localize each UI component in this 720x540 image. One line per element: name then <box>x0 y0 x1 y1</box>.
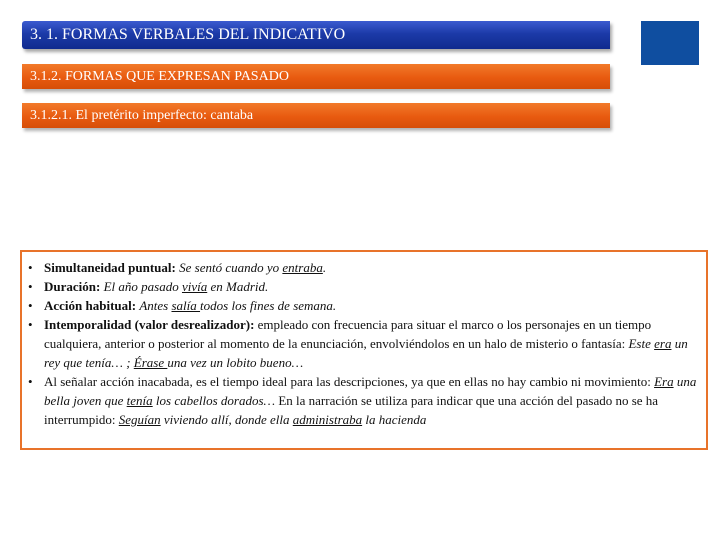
verb-highlight: vivía <box>181 279 208 294</box>
verb-highlight: Érase <box>133 355 168 370</box>
list-item-descripcion <box>26 372 706 429</box>
list-item-habitual <box>26 296 706 315</box>
description: En la narración se utiliza para indicar que una acción del pasado no se ha interrumpido: <box>44 393 659 427</box>
verb-highlight: Seguían <box>118 412 161 427</box>
example: Se sentó cuando yo entraba. <box>179 260 327 275</box>
list-item-duracion <box>26 277 706 296</box>
term: Acción habitual: <box>44 298 137 313</box>
corner-square-decoration <box>641 21 699 65</box>
main-title-bar <box>22 21 610 49</box>
bullet: • <box>28 374 33 389</box>
bullet: • <box>28 260 33 275</box>
term: Intemporalidad (valor desrealizador): <box>44 317 255 332</box>
list-item-intemporalidad <box>26 315 706 372</box>
example: El año pasado vivía en Madrid. <box>103 279 269 294</box>
description: Al señalar acción inacabada, es el tiempo ideal para las descripciones, ya que en ellas no hay cambio ni movimiento: <box>44 374 651 389</box>
term: Duración: <box>44 279 101 294</box>
verb-highlight: entraba <box>282 260 323 275</box>
bullet: • <box>28 279 33 294</box>
section-bar-pasado <box>22 64 610 89</box>
example: Antes salía todos los fines de semana. <box>139 298 337 313</box>
description: empleado con frecuencia para situar el marco o los personajes en un tiempo cualquiera, anterior o posterior al momento de la enunciación, envolviéndolos en un halo de misterio o fantasía: <box>44 317 652 351</box>
example: Seguían viviendo allí, donde ella administraba la hacienda <box>118 412 427 427</box>
example: Este era un rey que tenía… ; Érase una vez un lobito bueno… <box>44 336 688 370</box>
verb-highlight: Era <box>654 374 674 389</box>
list-item-simultaneidad <box>26 258 706 277</box>
example: Era una bella joven que tenía los cabellos dorados… <box>44 374 697 408</box>
verb-highlight: salía <box>171 298 201 313</box>
term: Simultaneidad puntual: <box>44 260 176 275</box>
subsection-heading: 3.1.2.1. El pretérito imperfecto: cantaba <box>30 108 254 123</box>
subsection-bar-imperfecto <box>22 103 610 128</box>
bullet: • <box>28 298 33 313</box>
verb-highlight: tenía <box>126 393 153 408</box>
section-heading: 3.1.2. FORMAS QUE EXPRESAN PASADO <box>30 69 289 84</box>
usage-list <box>26 258 706 429</box>
bullet: • <box>28 317 33 332</box>
verb-highlight: era <box>654 336 672 351</box>
verb-highlight: administraba <box>292 412 363 427</box>
page-title: 3. 1. FORMAS VERBALES DEL INDICATIVO <box>30 26 346 43</box>
